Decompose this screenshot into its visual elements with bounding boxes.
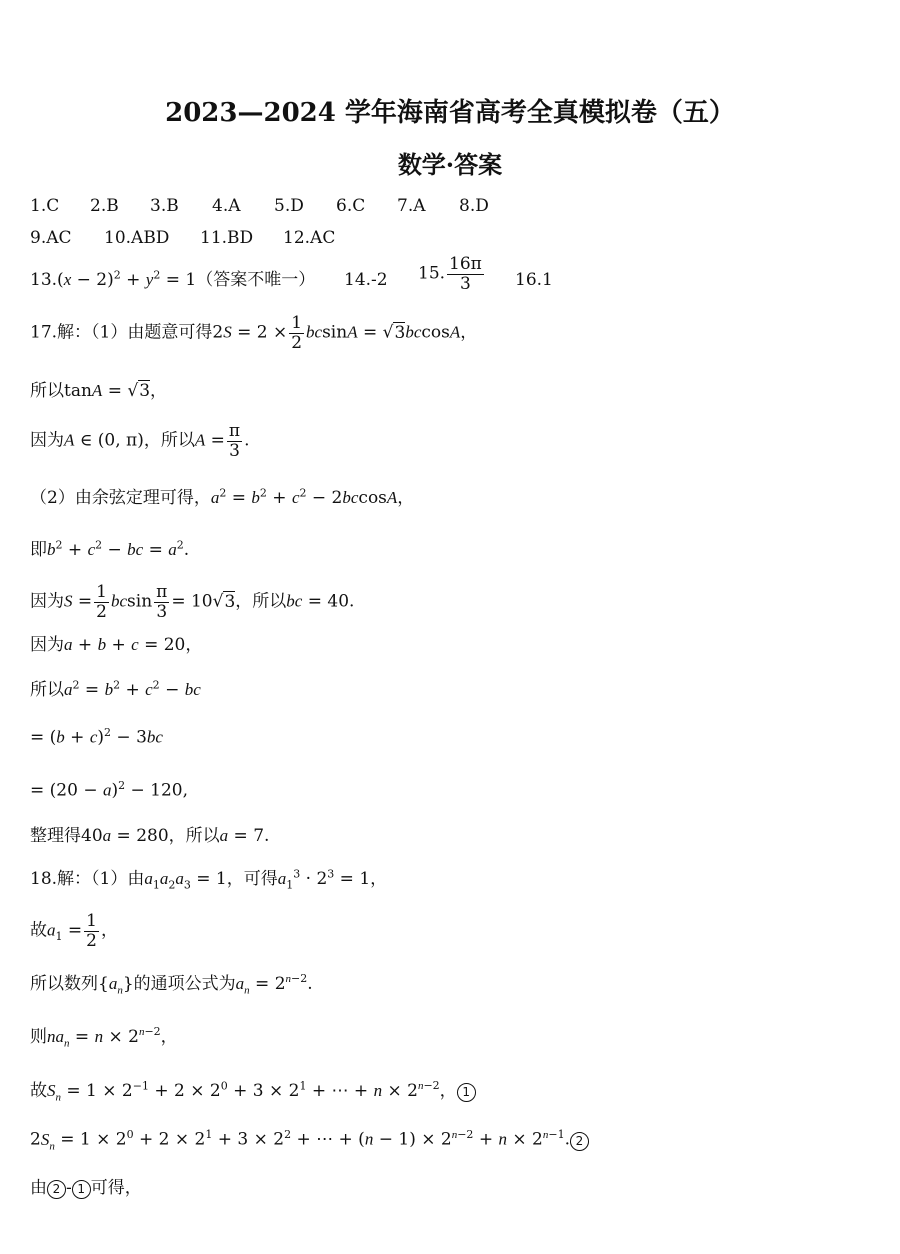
answer-item: 8.D: [459, 196, 489, 216]
fill-q14: 14.-2: [344, 270, 388, 290]
answer-item: 9.AC: [30, 228, 72, 248]
solution-18-line-3: 所以数列$\{a_n\}$的通项公式为$a_n = 2^{n-2}$.: [30, 972, 313, 997]
answer-item: 11.BD: [200, 228, 254, 248]
solution-18-line-1: 18.解：（1）由$a_1a_2a_3 = 1$，可得$a_1^3 \cdot 2^3 = 1$，: [30, 867, 388, 892]
solution-17-line-3: 因为A ∈ (0, π)，所以A = $\frac{\pi}{3}$ .: [30, 421, 250, 461]
answer-item: 7.A: [397, 196, 426, 216]
fill-q16: 16.1: [515, 270, 553, 290]
solution-18-line-7: 由 2 - 1 可得，: [30, 1178, 142, 1198]
answer-item: 1.C: [30, 196, 60, 216]
answer-item: 5.D: [274, 196, 304, 216]
solution-17-line-1: 17.解：（1）由题意可得2S = 2 × $\frac{1}{2}$ bcsinA = √3bccosA，: [30, 313, 478, 353]
answer-item: 2.B: [90, 196, 119, 216]
circled-number-1-icon: 1: [457, 1083, 476, 1102]
solution-18-line-5: 故$S_n = 1 \times 2^{-1} + 2 \times 2^0 + 3 \times 2^1$ + ⋯ + $n \times 2^{n-2}$， 1: [30, 1076, 476, 1103]
solution-18-line-2: 故$a_1$ = $\frac{1}{2}$ ，: [30, 911, 118, 951]
solution-17-line-10: = $(20 - a)^2 - 120$,: [30, 779, 189, 801]
solution-17-line-11: 整理得40a = 280，所以a = 7.: [30, 826, 270, 846]
solution-17-line-5: 即$b^2 + c^2$ − bc = $a^2$.: [30, 538, 190, 560]
fill-q15: 15. $\frac{16\pi}{3}$: [418, 254, 482, 294]
solution-18-line-6: $2S_n = 1 \times 2^0 + 2 \times 2^1 + 3 \times 2^2$ + ⋯ + $(n - 1) \times 2^{n-2} + n \times 2^{n-1}$. 2: [30, 1128, 589, 1152]
answer-item: 4.A: [212, 196, 241, 216]
solution-18-line-4: 则$na_n = n \times 2^{n-2}$，: [30, 1025, 178, 1050]
solution-17-line-4: （2）由余弦定理可得，$a^2 = b^2 + c^2 - 2bccosA$，: [30, 486, 415, 508]
solution-17-line-6: 因为S = $\frac{1}{2}$ bcsin $\frac{\pi}{3}$ = 10√3，所以bc = 40.: [30, 582, 355, 622]
circled-number-1-icon: 1: [72, 1180, 91, 1199]
solution-17-line-9: = $(b + c)^2 - 3bc$: [30, 726, 163, 748]
circled-number-2-icon: 2: [570, 1132, 589, 1151]
page-title: 2023—2024 学年海南省高考全真模拟卷（五）: [165, 98, 735, 128]
solution-17-line-2: 所以tanA = √3，: [30, 381, 168, 401]
answer-item: 10.ABD: [104, 228, 170, 248]
circled-number-2-icon: 2: [47, 1180, 66, 1199]
solution-17-line-8: 所以$a^2 = b^2 + c^2$ − bc: [30, 678, 201, 700]
answer-item: 12.AC: [283, 228, 336, 248]
solution-17-line-7: 因为a + b + c = 20，: [30, 635, 203, 655]
answer-item: 3.B: [150, 196, 179, 216]
page-subtitle: 数学·答案: [397, 150, 503, 179]
fill-q13: $13.(x - 2)^2 + y^2 = 1$（答案不唯一）: [30, 268, 316, 290]
answer-item: 6.C: [336, 196, 366, 216]
